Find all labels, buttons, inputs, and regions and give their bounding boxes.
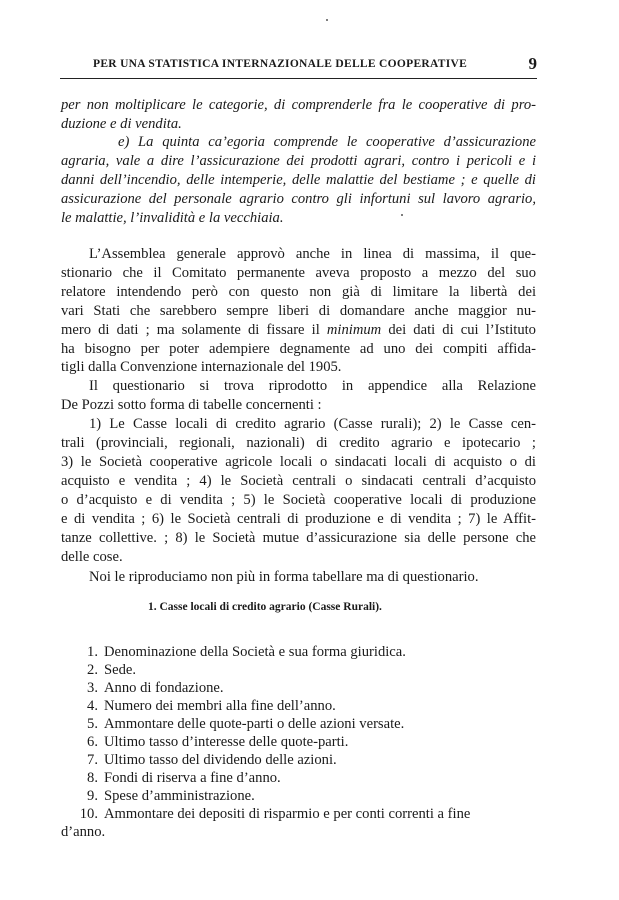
list-item-text: Ammontare delle quote-parti o delle azioni versate.	[104, 716, 405, 732]
print-speck	[326, 19, 328, 21]
list-item-text: Fondi di riserva a fine d’anno.	[104, 770, 281, 786]
list-item	[76, 661, 136, 679]
text-line: Noi le riproduciamo non più in forma tabellare ma di questionario.	[89, 569, 479, 585]
list-item-text: Sede.	[104, 662, 137, 678]
list-item	[76, 679, 224, 697]
list-item	[76, 643, 406, 661]
list-item-text: Ammontare dei depositi di risparmio e per conti correnti a fine	[104, 806, 471, 822]
text-line: per non moltiplicare le categorie, di comprenderle fra le cooperative di pro-	[61, 97, 536, 113]
list-item-number: 1.	[87, 644, 98, 660]
text-line: De Pozzi sotto forma di tabelle concernenti :	[61, 397, 322, 413]
list-item-number: 9.	[87, 788, 98, 804]
text-line: 3) le Società cooperative agricole locali o sindacati locali di acquisto o di	[61, 454, 536, 470]
list-item-text: Denominazione della Società e sua forma giuridica.	[104, 644, 406, 660]
text-line: o d’acquisto e di vendita ; 5) le Società cooperative locali di produzione	[61, 492, 536, 508]
list-item	[76, 751, 337, 769]
text-line-with-emphasis	[61, 321, 536, 339]
text-line: duzione e di vendita.	[61, 116, 182, 132]
list-item-number: 2.	[87, 662, 98, 678]
list-item-number: 8.	[87, 770, 98, 786]
text-line: L’Assemblea generale approvò anche in linea di massima, il que-	[89, 246, 536, 262]
text-line: agraria, vale a dire l’assicurazione dei prodotti agrari, contro i pericoli e i	[61, 153, 536, 169]
text-line: vari Stati che sarebbero sempre liberi di domandare anche maggior nu-	[61, 303, 536, 319]
text-line: trali (provinciali, regionali, nazionali) di credito agrario e ipotecario ;	[61, 435, 536, 451]
list-item-text: Ultimo tasso d’interesse delle quote-parti.	[104, 734, 349, 750]
list-item-number: 4.	[87, 698, 98, 714]
text-line: ha bisogno per poter adempiere degnamente ad uno dei compiti affida-	[61, 341, 536, 357]
list-item	[76, 787, 255, 805]
text-line: acquisto e vendita ; 4) le Società centrali o sindacati centrali d’acquisto	[61, 473, 536, 489]
text-line: le malattie, l’invalidità e la vecchiaia.	[61, 210, 284, 226]
list-item-number: 5.	[87, 716, 98, 732]
list-item	[76, 769, 281, 787]
list-item-text: Spese d’amministrazione.	[104, 788, 255, 804]
text-line: e) La quinta ca’egoria comprende le cooperative d’assicurazione	[118, 134, 536, 150]
list-item	[76, 733, 348, 751]
list-item-number: 6.	[87, 734, 98, 750]
text-segment: mero di dati ; ma solamente di fissare il	[61, 322, 320, 338]
text-line: danni dell’incendio, delle intemperie, delle malattie del bestiame ; e quelle di	[61, 172, 536, 188]
text-line: Il questionario si trova riprodotto in appendice alla Relazione	[89, 378, 536, 394]
list-item-number: 3.	[87, 680, 98, 696]
page-number: 9	[528, 54, 537, 73]
text-line: delle cose.	[61, 549, 123, 565]
list-item-text: Ultimo tasso del dividendo delle azioni.	[104, 752, 337, 768]
list-item-number: 7.	[87, 752, 98, 768]
text-line: tigli dalla Convenzione internazionale del 1905.	[61, 359, 342, 375]
list-item	[76, 715, 404, 733]
text-line: assicurazione del personale agrario contro gli infortuni sul lavoro agrario,	[61, 191, 536, 207]
running-header-title: PER UNA STATISTICA INTERNAZIONALE DELLE COOPERATIVE	[93, 58, 468, 70]
text-line: tanze collettive. ; 8) le Società mutue d’assicurazione sia delle persone che	[61, 530, 536, 546]
text-line: relatore intendendo però con questo non già di limitare la libertà dei	[61, 284, 536, 300]
text-line: 1) Le Casse locali di credito agrario (Casse rurali); 2) le Casse cen-	[89, 416, 536, 432]
list-item-text: Numero dei membri alla fine dell’anno.	[104, 698, 336, 714]
header-rule	[60, 78, 537, 79]
list-item	[76, 805, 536, 823]
text-line: stionario che il Comitato permanente aveva proposto a mezzo del suo	[61, 265, 536, 281]
text-line: e di vendita ; 6) le Società centrali di produzione e di vendita ; 7) le Affit-	[61, 511, 536, 527]
list-item	[76, 697, 336, 715]
list-item-number: 10.	[79, 806, 98, 822]
text-segment: dei dati di cui l’Istituto	[388, 322, 536, 338]
running-header	[93, 56, 537, 78]
section-title: 1. Casse locali di credito agrario (Casse Rurali).	[148, 601, 382, 613]
list-item-continuation: d’anno.	[61, 824, 106, 840]
list-item-text: Anno di fondazione.	[104, 680, 224, 696]
emphasis-word: minimum	[326, 322, 382, 338]
